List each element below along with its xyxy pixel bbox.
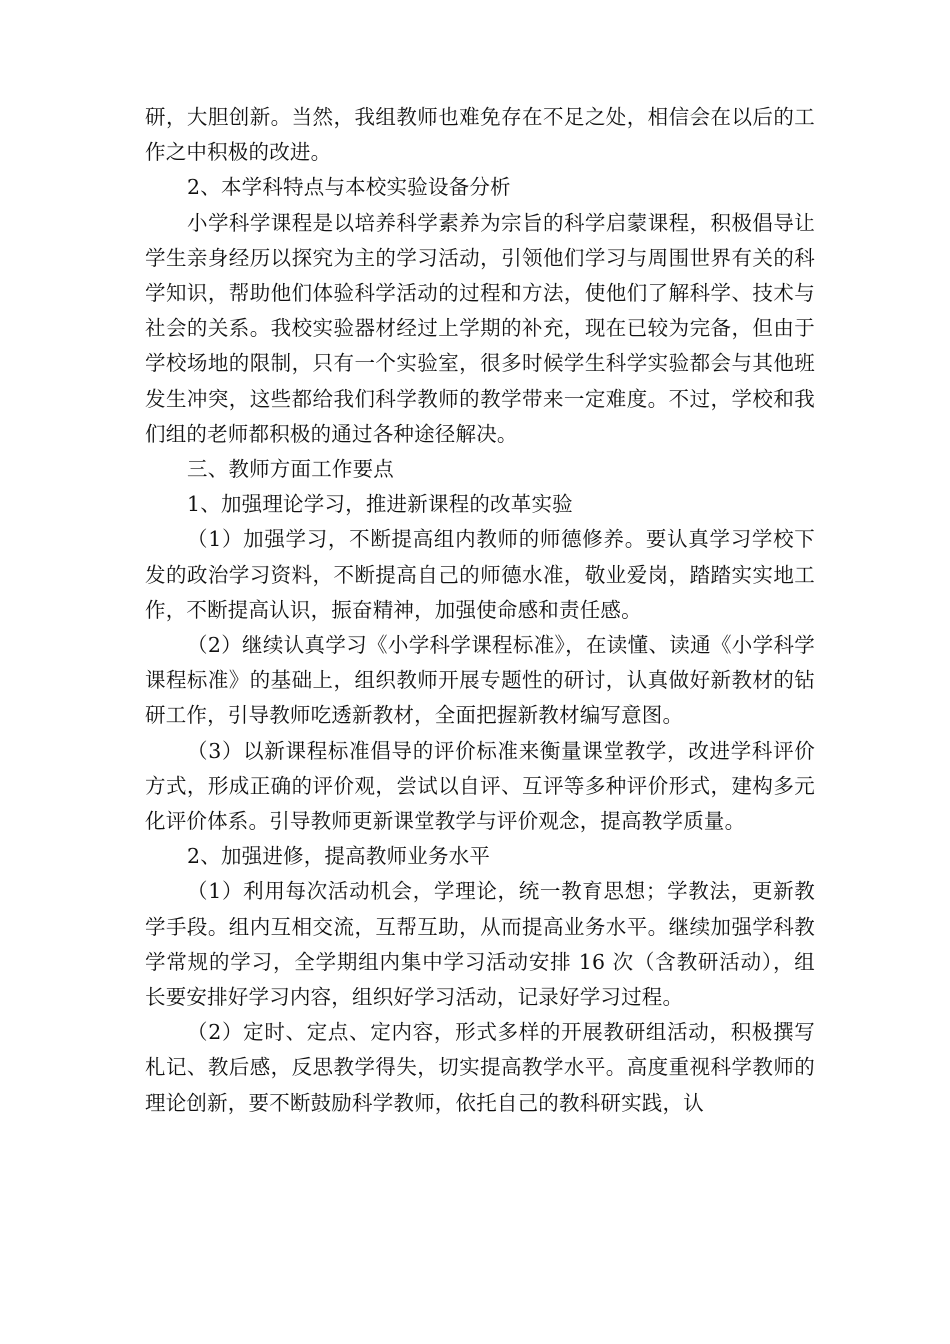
paragraph-intro-continuation: 研，大胆创新。当然，我组教师也难免存在不足之处，相信会在以后的工作之中积极的改进。	[145, 105, 815, 165]
section-heading-theory-study: 1、加强理论学习，推进新课程的改革实验	[187, 492, 573, 517]
paragraph-theory-item-1: （1）加强学习，不断提高组内教师的师德修养。要认真学习学校下发的政治学习资料，不断提高自己的师德水准，敬业爱岗，踏踏实实地工作，不断提高认识，振奋精神，加强使命感和责任感。	[145, 527, 815, 622]
paragraph-further-item-2: （2）定时、定点、定内容，形式多样的开展教研组活动，积极撰写札记、教后感，反思教学得失，切实提高教学水平。高度重视科学教师的理论创新，要不断鼓励科学教师，依托自己的教科研实践，认	[145, 1020, 815, 1115]
document-page	[145, 100, 815, 1121]
paragraph-theory-item-2: （2）继续认真学习《小学科学课程标准》，在读懂、读通《小学科学课程标准》的基础上，组织教师开展专题性的研讨，认真做好新教材的钻研工作，引导教师吃透新教材，全面把握新教材编写意图。	[145, 633, 815, 728]
paragraph-theory-item-3: （3）以新课程标准倡导的评价标准来衡量课堂教学，改进学科评价方式，形成正确的评价观，尝试以自评、互评等多种评价形式，建构多元化评价体系。引导教师更新课堂教学与评价观念，提高教学质量。	[145, 738, 815, 834]
paragraph-subject-analysis: 小学科学课程是以培养科学素养为宗旨的科学启蒙课程，积极倡导让学生亲身经历以探究为主的学习活动，引领他们学习与周围世界有关的科学知识，帮助他们体验科学活动的过程和方法，使他们了解科学、技术与社会的关系。我校实验器材经过上学期的补充，现在已较为完备，但由于学校场地的限制，只有一个实验室，很多时候学生科学实验都会与其他班发生冲突，这些都给我们科学教师的教学带来一定难度。不过，学校和我们组的老师都积极的通过各种途径解决。	[145, 210, 815, 446]
paragraph-further-item-1: （1）利用每次活动机会，学理论，统一教育思想；学教法，更新教学手段。组内互相交流，互帮互助，从而提高业务水平。继续加强学科教学常规的学习，全学期组内集中学习活动安排 16 次（含教研活动），组长要安排好学习内容，组织好学习活动，记录好学习过程。	[145, 879, 815, 1010]
section-heading-further-study: 2、加强进修，提高教师业务水平	[187, 844, 491, 869]
section-heading-teacher-work: 三、教师方面工作要点	[187, 457, 394, 482]
section-heading-subject-analysis: 2、本学科特点与本校实验设备分析	[187, 175, 511, 200]
